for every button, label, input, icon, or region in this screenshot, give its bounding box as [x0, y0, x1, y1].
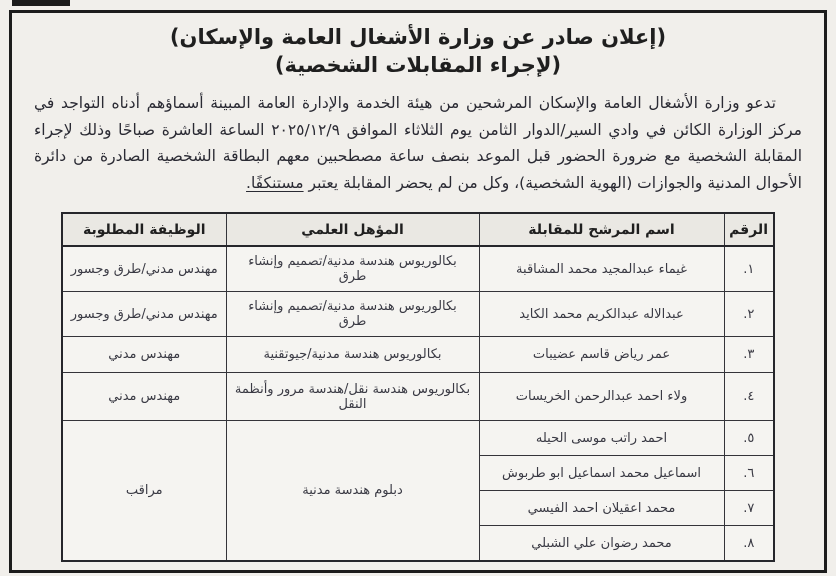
- job-merged: مراقب: [62, 421, 226, 562]
- candidate-name: عمر رياض قاسم عضيبات: [479, 337, 724, 373]
- row-number: ٢.: [724, 292, 774, 337]
- header-job: الوظيفة المطلوبة: [62, 213, 226, 246]
- body-last-word-underlined: مستنكفًا.: [246, 173, 304, 192]
- row-number: ٧.: [724, 491, 774, 526]
- table-row: [62, 373, 774, 421]
- title-line-1: (إعلان صادر عن وزارة الأشغال العامة والإسكان): [169, 25, 667, 49]
- table-row: [62, 292, 774, 337]
- table-row: [62, 246, 774, 292]
- candidate-name: احمد راتب موسى الحيله: [479, 421, 724, 456]
- announcement-frame: [9, 10, 827, 573]
- announcement-body: [34, 90, 802, 196]
- table-row: [62, 337, 774, 373]
- row-number: ٤.: [724, 373, 774, 421]
- qualification: بكالوريوس هندسة مدنية/تصميم وإنشاء طرق: [226, 246, 479, 292]
- candidate-name: غيماء عبدالمجيد محمد المشاقبة: [479, 246, 724, 292]
- row-number: ٨.: [724, 526, 774, 562]
- table-row: [62, 421, 774, 456]
- header-number: الرقم: [724, 213, 774, 246]
- title-line-2: (لإجراء المقابلات الشخصية): [274, 53, 562, 77]
- candidate-name: ولاء احمد عبدالرحمن الخريسات: [479, 373, 724, 421]
- row-number: ٦.: [724, 456, 774, 491]
- candidate-name: عبدالاله عبدالكريم محمد الكايد: [479, 292, 724, 337]
- job: مهندس مدني/طرق وجسور: [62, 292, 226, 337]
- qualification: بكالوريوس هندسة نقل/هندسة مرور وأنظمة النقل: [226, 373, 479, 421]
- announcement-title: [32, 23, 804, 79]
- table-header-row: [62, 213, 774, 246]
- candidate-name: محمد رضوان علي الشبلي: [479, 526, 724, 562]
- row-number: ٥.: [724, 421, 774, 456]
- body-paragraph: تدعو وزارة الأشغال العامة والإسكان المرشحين من هيئة الخدمة والإدارة العامة المبينة أسماؤهم أدناه التواجد في مركز الوزارة الكائن في وادي السير/الدوار الثامن يوم الثلاثاء الموافق ٢٠٢٥/١٢/٩ الساعة العاشرة صباحًا وذلك لإجراء المقابلة الشخصية مع ضرورة الحضور قبل الموعد بنصف ساعة مصطحبين معهم البطاقة الشخصية الصادرة من دائرة الأحوال المدنية والجوازات (الهوية الشخصية)، وكل من لم يحضر المقابلة يعتبر: [34, 94, 802, 192]
- candidates-table: [61, 212, 775, 562]
- candidate-name: اسماعيل محمد اسماعيل ابو طربوش: [479, 456, 724, 491]
- job: مهندس مدني: [62, 337, 226, 373]
- header-qualification: المؤهل العلمي: [226, 213, 479, 246]
- qualification-merged: دبلوم هندسة مدنية: [226, 421, 479, 562]
- row-number: ١.: [724, 246, 774, 292]
- scan-edge-artifact: [12, 0, 70, 6]
- qualification: بكالوريوس هندسة مدنية/جيوتقنية: [226, 337, 479, 373]
- row-number: ٣.: [724, 337, 774, 373]
- candidate-name: محمد اعقيلان احمد الفيسي: [479, 491, 724, 526]
- job: مهندس مدني/طرق وجسور: [62, 246, 226, 292]
- header-candidate-name: اسم المرشح للمقابلة: [479, 213, 724, 246]
- job: مهندس مدني: [62, 373, 226, 421]
- qualification: بكالوريوس هندسة مدنية/تصميم وإنشاء طرق: [226, 292, 479, 337]
